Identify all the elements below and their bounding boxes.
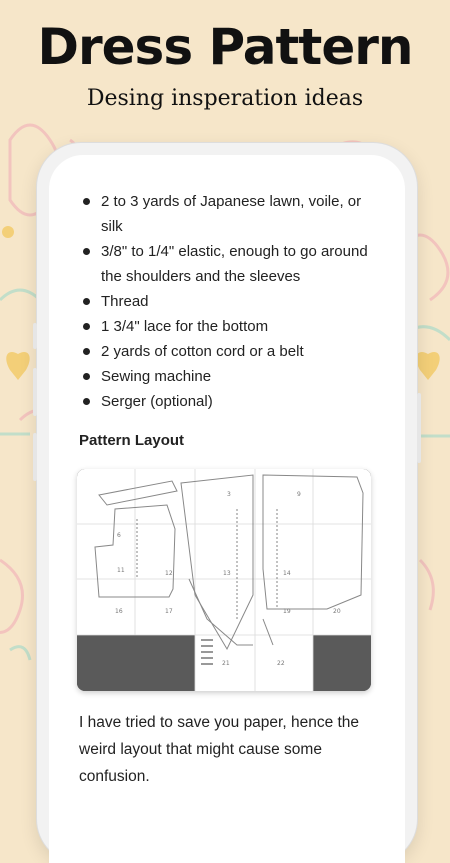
list-item: [79, 389, 383, 414]
bullet-icon: [83, 298, 90, 305]
pattern-number: 20: [333, 608, 341, 615]
pattern-number: 11: [117, 567, 125, 574]
list-item: [79, 339, 383, 364]
bullet-icon: [83, 373, 90, 380]
bullet-icon: [83, 323, 90, 330]
pattern-number: 17: [165, 608, 173, 615]
materials-list: [79, 189, 383, 414]
pattern-number: 9: [297, 491, 301, 498]
list-item: [79, 364, 383, 389]
phone-power-button: [417, 393, 421, 463]
hero-title: Dress Pattern: [37, 18, 413, 76]
pattern-number: 16: [115, 608, 123, 615]
phone-frame: [37, 143, 417, 863]
list-item: [79, 289, 383, 314]
pattern-number: 14: [283, 570, 291, 577]
pattern-number: 19: [283, 608, 291, 615]
pattern-number: 6: [117, 532, 121, 539]
bullet-icon: [83, 198, 90, 205]
pattern-number: 21: [222, 660, 230, 667]
list-item: [79, 189, 383, 239]
list-item-text: Sewing machine: [101, 368, 212, 385]
article-paragraph: I have tried to save you paper, hence the weird layout that might cause some confusion.: [79, 714, 360, 785]
bullet-icon: [83, 248, 90, 255]
pattern-number: 22: [277, 660, 285, 667]
list-item-text: Thread: [101, 293, 149, 310]
phone-side-button: [33, 433, 37, 481]
list-item-text: 3/8" to 1/4" elastic, enough to go around the shoulders and the sleeves: [101, 243, 368, 285]
list-item: [79, 314, 383, 339]
bullet-icon: [83, 398, 90, 405]
phone-side-button: [33, 323, 37, 349]
list-item-text: 2 to 3 yards of Japanese lawn, voile, or silk: [101, 193, 362, 235]
hero-subtitle: Desing insperation ideas: [86, 86, 364, 111]
phone-screen[interactable]: [49, 155, 405, 863]
article-content: [79, 189, 383, 790]
list-item-text: 1 3/4" lace for the bottom: [101, 318, 269, 335]
pattern-layout-image[interactable]: [77, 469, 371, 691]
pattern-number: 12: [165, 570, 173, 577]
pattern-number: 3: [227, 491, 231, 498]
phone-side-button: [33, 368, 37, 416]
bullet-icon: [83, 348, 90, 355]
section-title: Pattern Layout: [79, 432, 185, 449]
pattern-drawing: [77, 469, 371, 691]
list-item-text: 2 yards of cotton cord or a belt: [101, 343, 304, 360]
list-item: [79, 239, 383, 289]
list-item-text: Serger (optional): [101, 393, 213, 410]
pattern-number: 13: [223, 570, 231, 577]
